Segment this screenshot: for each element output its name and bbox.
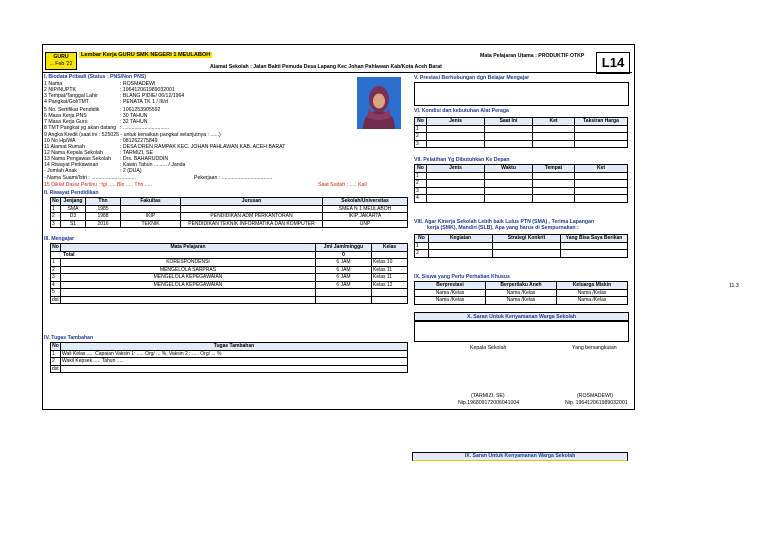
table-cell[interactable]: Nama /Kelas (415, 297, 486, 305)
table-cell[interactable]: Wali Kelas ..... Capaian Vaksin 1: ..... Org/ ... %, Vaksin 2 : ..... Org/ ... % (61, 350, 408, 358)
teaching-total-row (51, 251, 408, 259)
table-row (51, 274, 408, 282)
table-cell[interactable] (427, 133, 485, 141)
column-header: Waktu (485, 165, 533, 173)
column-header: Berprestasi (415, 282, 486, 290)
table-cell[interactable] (575, 125, 628, 133)
table-cell[interactable]: dst (52, 365, 59, 372)
biodata-value: : Drs. BAHARUDDIN (120, 156, 169, 162)
table-header-row (51, 244, 408, 252)
table-cell[interactable]: 3 (51, 274, 61, 282)
extra-tasks-table (50, 342, 408, 373)
column-header: Kegiatan (429, 235, 493, 243)
total-value: 0 (316, 251, 372, 259)
biodata-value: : TARMIZI, SE (120, 150, 153, 156)
table-cell[interactable] (575, 195, 628, 203)
biodata-label: 13 Nama Pengawas Sekolah (44, 156, 111, 162)
table-cell[interactable] (181, 205, 323, 213)
table-cell[interactable]: SMEA N 1 MEULABOH (323, 205, 408, 213)
biodata-label: 10 No Hp/WA (44, 138, 76, 144)
table-cell[interactable] (427, 180, 485, 188)
education-table (50, 197, 408, 228)
column-header: Jenis (427, 118, 485, 126)
table-cell[interactable] (61, 289, 316, 297)
table-cell[interactable] (429, 250, 493, 258)
table-cell[interactable]: 6 JAM (316, 259, 372, 267)
table-cell[interactable]: Kelas 11 (372, 274, 408, 282)
table-cell[interactable]: Kelas 10 (372, 259, 408, 267)
profile-photo (357, 77, 401, 129)
table-row (415, 195, 628, 203)
table-row (415, 289, 628, 297)
table-cell[interactable]: 6 JAM (316, 266, 372, 274)
badge-title: GURU (53, 54, 69, 60)
table-cell[interactable] (372, 289, 408, 297)
table-cell[interactable]: 6 JAM (316, 274, 372, 282)
table-row (51, 358, 408, 366)
column-header: Strategi Konkrit (493, 235, 561, 243)
column-header: No (52, 244, 59, 251)
table-cell[interactable]: TEKNIK (121, 220, 181, 228)
table-cell[interactable]: 1 (415, 242, 429, 250)
column-header: Berperilaku Aneh (486, 282, 557, 290)
table-cell[interactable] (493, 250, 561, 258)
column-header: Fakultas (121, 198, 181, 206)
table-header-row (415, 118, 628, 126)
table-cell[interactable]: S1 (61, 220, 86, 228)
column-header: Ket (533, 118, 575, 126)
table-cell[interactable] (485, 140, 533, 148)
table-cell[interactable]: 3 (415, 187, 427, 195)
column-header: Kelas (372, 244, 408, 252)
teaching-section-title: III. Mengajar (44, 236, 74, 242)
biodata-value: : 1061253905592 (120, 107, 161, 113)
table-cell[interactable] (485, 125, 533, 133)
table-cell[interactable] (533, 195, 575, 203)
table-cell[interactable]: 4 (51, 281, 61, 289)
biodata-value: : ................................ (120, 125, 170, 131)
biodata-value: : Kawin Tahun ......... / Janda (120, 162, 186, 168)
achievement-section-title: V. Prestasi Berhubungan dgn Belajar Mengajar (414, 75, 530, 81)
table-row (51, 350, 408, 358)
table-cell[interactable] (575, 140, 628, 148)
biodata-label: 6 Masa Kerja PNS (44, 113, 87, 119)
table-cell[interactable]: 2 (415, 180, 427, 188)
column-header: No (415, 165, 427, 173)
table-cell[interactable]: 2 (51, 358, 61, 366)
table-cell[interactable] (427, 140, 485, 148)
table-row (415, 172, 628, 180)
training-table (414, 164, 628, 203)
side-value: 11.3 (729, 283, 739, 289)
biodata-label: 1 Nama (44, 81, 63, 87)
table-row (51, 205, 408, 213)
table-cell[interactable]: Kelas 11 (372, 266, 408, 274)
table-cell[interactable]: Wakil Kepsek ..... Tahun ..... (61, 358, 408, 366)
table-cell[interactable] (427, 187, 485, 195)
teaching-table (50, 243, 408, 304)
table-cell[interactable]: Nama /Kelas (486, 289, 557, 297)
signature-right-role: Yang bersangkutan (572, 345, 617, 351)
form-code: L14 (596, 52, 630, 74)
column-header: No (52, 343, 59, 350)
table-cell[interactable]: 1988 (86, 213, 121, 221)
biodata-label: 3 Tempat/Tanggal Lahir (44, 93, 98, 99)
table-cell[interactable] (429, 242, 493, 250)
table-cell[interactable]: MENGELOLA SARPRAS (61, 266, 316, 274)
column-header: No (52, 198, 59, 205)
table-cell[interactable]: IKIP JAKARTA (323, 213, 408, 221)
table-cell[interactable] (533, 172, 575, 180)
signature-right-name: (ROSMADEWI) (577, 393, 614, 399)
table-cell[interactable] (533, 125, 575, 133)
table-cell[interactable] (561, 250, 628, 258)
table-cell[interactable] (61, 365, 408, 373)
biodata-value: : BLANG PIDIE/ 06/12/1964 (120, 93, 185, 99)
biodata-value: : ROSMADEWI (120, 81, 156, 87)
table-cell[interactable]: SMA (61, 205, 86, 213)
education-section-title: II. Riwayat Pendidikan (44, 190, 99, 196)
biodata-label: 11 Alamat Rumah (44, 144, 85, 150)
table-header-row (51, 343, 408, 351)
table-cell[interactable]: 2016 (86, 220, 121, 228)
signature-left-role: Kepala Sekolah (470, 345, 507, 351)
table-cell[interactable] (575, 133, 628, 141)
table-cell[interactable]: Nama /Kelas (557, 297, 628, 305)
achievement-box[interactable] (414, 82, 629, 106)
table-cell[interactable] (427, 172, 485, 180)
main-subject: Mata Pelajaran Utama : PRODUKTIF OTKP (480, 53, 585, 59)
table-header-row (415, 282, 628, 290)
table-cell[interactable] (372, 296, 408, 304)
column-header: Tempat (533, 165, 575, 173)
table-cell[interactable] (427, 195, 485, 203)
table-cell[interactable]: 1 (415, 125, 427, 133)
table-cell[interactable]: UNP (323, 220, 408, 228)
strategy-table (414, 234, 628, 258)
diklat-right: Saat Sudah : ..... Kali (318, 182, 367, 188)
table-cell[interactable] (575, 187, 628, 195)
biodata-value: : 30 TAHUN (120, 113, 148, 119)
column-header: Jenis (427, 165, 485, 173)
column-header: Ket (575, 165, 628, 173)
column-header: Tugas Tambahan (61, 343, 408, 351)
signature-left-nip: Nip.196809172006041004 (458, 400, 520, 406)
table-row (51, 220, 408, 228)
table-cell[interactable]: Nama /Kelas (557, 289, 628, 297)
table-cell[interactable] (575, 180, 628, 188)
training-section-title: VII. Pelatihan Yg Dibutuhkan Ke Depan (414, 157, 510, 163)
table-cell[interactable] (316, 296, 372, 304)
table-row (415, 125, 628, 133)
biodata-value: : 081262275849 (120, 138, 158, 144)
column-header: Jml Jam/minggu (316, 244, 372, 252)
table-row (51, 296, 408, 304)
table-cell[interactable] (485, 133, 533, 141)
diklat-left: 15 Diklat Dasar Perlinu : tgl ..... Bln ..... Thn ..... (44, 182, 153, 188)
table-row (51, 281, 408, 289)
table-cell[interactable]: 2 (415, 133, 427, 141)
table-row (415, 297, 628, 305)
column-header: Keluarga Miskin (557, 282, 628, 290)
biodata-label: 8 TMT Pangkat yg akan datang (44, 125, 117, 131)
biodata-label: - Jumlah Anak (44, 168, 77, 174)
table-cell[interactable]: 3 (415, 140, 427, 148)
biodata-label: 2 NIP/NUPTK (44, 87, 76, 93)
table-cell[interactable] (533, 187, 575, 195)
column-header: Sekolah/Universitas (323, 198, 408, 206)
signature-right-nip: Nip. 196412061989032001 (565, 400, 628, 406)
biodata-value: : 32 TAHUN (120, 119, 148, 125)
biodata-label: - Nama Suami/Istri : ............................... (44, 175, 136, 181)
equipment-table (414, 117, 628, 148)
equipment-section-title: VI. Kondisi dan kebutuhan Alat Peraga (414, 108, 509, 114)
biodata-value: : 196412061989032001 (120, 87, 175, 93)
table-cell[interactable]: Kelas 12 (372, 281, 408, 289)
signature-left-name: (TARMIZI, SE) (471, 393, 505, 399)
header-badge (45, 52, 77, 70)
table-cell[interactable]: 1985 (86, 205, 121, 213)
table-cell[interactable]: 6 JAM (316, 281, 372, 289)
table-cell[interactable]: 2 (415, 250, 429, 258)
students-section-title: IX. Siswa yang Perlu Perhatian Khusus (414, 274, 510, 280)
table-cell[interactable]: MENGELOLA KEPEGAWAIAN (61, 281, 316, 289)
table-cell[interactable]: D3 (61, 213, 86, 221)
school-address: Alamat Sekolah : Jalan Bakti Pemuda Desa Lapang Kec Johan Pahlawan Kab/Kota Aceh Barat (210, 64, 442, 70)
biodata-label: 9 Angka Kredit (saat ini : 525025 - untuk kenaikan pangkat selanjutnya : ......) (44, 132, 221, 138)
strategy-section-title-2: kerja (SMK), Mandiri (SLB), Apa yang harus di Sempurnakan : (427, 225, 579, 231)
column-header: No (415, 235, 429, 243)
total-empty (372, 251, 408, 259)
table-row (415, 133, 628, 141)
table-cell[interactable] (121, 205, 181, 213)
suggestion-header: X. Saran Untuk Kenyamanan Warga Sekolah (414, 312, 629, 322)
table-header-row (51, 198, 408, 206)
biodata-label: 5 No. Sertifikat Pendidik (44, 107, 100, 113)
footer-banner: IX. Saran Untuk Kenyamanan Warga Sekolah (412, 452, 628, 461)
table-cell[interactable] (485, 195, 533, 203)
table-cell[interactable]: IKIP (121, 213, 181, 221)
table-row (51, 365, 408, 373)
table-row (415, 140, 628, 148)
table-cell[interactable]: PENDIDIKAN TEKNIK INFORMATIKA DAN KOMPUTER (181, 220, 323, 228)
badge-date: ... Feb '22 (49, 61, 73, 67)
table-row (415, 180, 628, 188)
table-cell[interactable]: 3 (51, 220, 61, 228)
table-row (415, 250, 628, 258)
biodata-label: 7 Masa Kerja Guru (44, 119, 88, 125)
table-cell[interactable]: dst (52, 296, 59, 303)
table-cell[interactable]: 1 (51, 205, 61, 213)
biodata-label: 4 Pangkat/Gol/TMT (44, 99, 89, 105)
biodata-value: : DESA DREN RAMPAK KEC. JOHAN PAHLAWAN KAB. ACEH BARAT (120, 144, 286, 150)
table-cell[interactable]: 2 (51, 213, 61, 221)
table-cell[interactable]: Nama /Kelas (486, 297, 557, 305)
table-cell[interactable] (561, 242, 628, 250)
table-cell[interactable]: 5 (51, 289, 61, 297)
table-row (415, 187, 628, 195)
strategy-section-title-1: VIII. Agar Kinerja Sekolah Lebih baik Lulus PTN (SMA) , Terima Lapangan (414, 219, 595, 225)
table-cell[interactable]: PENDIDIKAN ADM PERKANTORAN (181, 213, 323, 221)
suggestion-box[interactable] (414, 320, 629, 342)
page-title: Lembar Kerja GURU SMK NEGERI 1 MEULABOH (81, 52, 211, 58)
table-cell[interactable] (427, 125, 485, 133)
table-cell[interactable] (533, 133, 575, 141)
table-cell[interactable]: 4 (415, 195, 427, 203)
table-header-row (415, 235, 628, 243)
table-cell[interactable] (485, 172, 533, 180)
table-row (51, 259, 408, 267)
column-header: Saat Ini (485, 118, 533, 126)
extra-tasks-section-title: IV. Tugas Tambahan (44, 335, 94, 341)
total-label: Total (51, 251, 316, 259)
table-cell[interactable]: 1 (51, 259, 61, 267)
table-cell[interactable]: 1 (415, 172, 427, 180)
column-header: Jenjang (61, 198, 86, 206)
column-header: Jurusan (181, 198, 323, 206)
table-header-row (415, 165, 628, 173)
column-header: Thn (86, 198, 121, 206)
table-cell[interactable]: 2 (51, 266, 61, 274)
table-cell[interactable]: MENGELOLA KEPEGAWAIAN (61, 274, 316, 282)
biodata-label: 12 Nama Kepala Sekolah (44, 150, 103, 156)
table-cell[interactable] (533, 140, 575, 148)
column-header: Yang Bisa Saya Berikan (561, 235, 628, 243)
students-table (414, 281, 628, 305)
table-cell[interactable] (485, 180, 533, 188)
table-cell[interactable] (316, 289, 372, 297)
table-cell[interactable]: Nama /Kelas (415, 289, 486, 297)
biodata-label: 14 Riwayat Perkawinan (44, 162, 99, 168)
biodata-section-title: I. Biodata Pribadi (Status : PNS/Non PNS) (44, 74, 147, 80)
table-row (51, 213, 408, 221)
table-cell[interactable] (493, 242, 561, 250)
table-cell[interactable]: KORESPONDENSI (61, 259, 316, 267)
table-cell[interactable] (61, 296, 316, 304)
table-cell[interactable] (575, 172, 628, 180)
biodata-value: : 2 (DUA) (120, 168, 142, 174)
table-cell[interactable] (533, 180, 575, 188)
table-row (51, 266, 408, 274)
biodata-value: Pekerjaan : ................................... (194, 175, 273, 181)
header-rule (43, 72, 632, 73)
table-row (415, 242, 628, 250)
table-cell[interactable] (485, 187, 533, 195)
column-header: No (415, 118, 427, 126)
table-cell[interactable]: 1 (51, 350, 61, 358)
column-header: Mata Pelajaran (61, 244, 316, 252)
biodata-value: : PENATA TK 1 / III/d (120, 99, 168, 105)
column-header: Taksiran Harga (575, 118, 628, 126)
table-row (51, 289, 408, 297)
